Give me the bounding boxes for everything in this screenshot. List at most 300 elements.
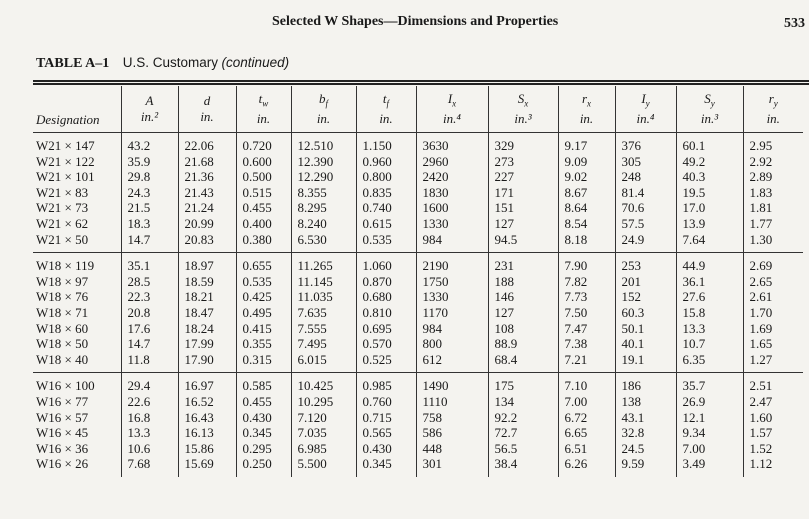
value-cell: 20.83	[178, 232, 236, 253]
value-cell: 18.3	[121, 216, 178, 232]
value-cell: 29.4	[121, 373, 178, 394]
table-row	[33, 185, 803, 201]
table-row	[33, 456, 803, 477]
value-cell: 1.77	[749, 215, 773, 231]
value-cell: 2.89	[749, 169, 773, 185]
designation-cell: W21 × 101	[33, 169, 121, 185]
column-unit: in.	[200, 109, 214, 124]
table-row	[33, 169, 803, 185]
value-cell: 0.355	[236, 336, 291, 352]
value-cell: 18.21	[178, 289, 236, 305]
column-header-tf	[356, 86, 416, 133]
value-cell: 16.43	[178, 410, 236, 426]
column-unit: in.	[256, 111, 271, 127]
value-cell: 35.1	[121, 253, 178, 274]
value-cell: 186	[615, 373, 676, 394]
value-cell: 24.5	[615, 441, 676, 457]
value-cell: 9.17	[558, 133, 615, 154]
value-cell: 14.7	[121, 232, 178, 253]
value-cell: 17.99	[178, 336, 236, 352]
value-cell: 612	[416, 352, 488, 373]
value-cell: 188	[488, 274, 558, 290]
value-cell: 0.535	[356, 232, 416, 253]
shape-group	[33, 373, 803, 477]
designation-cell: W18 × 97	[33, 274, 121, 290]
value-cell: 0.380	[236, 232, 291, 253]
column-header-sx	[488, 86, 558, 133]
value-cell: 0.565	[356, 425, 416, 441]
value-cell: 9.09	[558, 154, 615, 170]
value-cell: 1490	[416, 373, 488, 394]
column-symbol: $I_x$	[447, 90, 457, 109]
value-cell: 8.18	[558, 232, 615, 253]
column-symbol: $I_y$	[641, 90, 650, 109]
value-cell: 2.69	[743, 253, 803, 274]
value-cell: 10.6	[121, 441, 178, 457]
table-row	[33, 253, 803, 274]
value-cell: 60.1	[676, 133, 743, 154]
designation-cell: W16 × 45	[33, 425, 121, 441]
value-cell: 24.3	[121, 185, 178, 201]
value-cell: 984	[416, 232, 488, 253]
value-cell: 92.2	[488, 410, 558, 426]
value-cell: 11.265	[291, 253, 356, 274]
value-cell: 2.47	[749, 393, 773, 409]
value-cell: 9.02	[558, 169, 615, 185]
value-cell: 11.8	[121, 352, 178, 373]
table-row	[33, 394, 803, 410]
column-header-d	[178, 86, 236, 133]
value-cell: 0.680	[356, 289, 416, 305]
value-cell: 9.34	[676, 425, 743, 441]
value-cell: 7.47	[558, 321, 615, 337]
value-cell: 0.295	[236, 441, 291, 457]
table-row	[33, 336, 803, 352]
value-cell: 0.695	[356, 321, 416, 337]
value-cell: 38.4	[488, 456, 558, 477]
column-symbol: d	[203, 93, 211, 108]
value-cell: 16.13	[178, 425, 236, 441]
value-cell: 8.240	[291, 216, 356, 232]
table-row	[33, 441, 803, 457]
value-cell: 5.500	[291, 456, 356, 477]
value-cell: 10.7	[676, 336, 743, 352]
value-cell: 7.635	[291, 305, 356, 321]
value-cell: 1.83	[749, 184, 773, 200]
value-cell: 175	[488, 373, 558, 394]
value-cell: 57.5	[615, 216, 676, 232]
value-cell: 8.295	[291, 200, 356, 216]
value-cell: 17.6	[121, 321, 178, 337]
value-cell: 227	[488, 169, 558, 185]
value-cell: 231	[488, 253, 558, 274]
properties-table	[33, 86, 803, 477]
value-cell: 138	[615, 394, 676, 410]
value-cell: 0.430	[236, 410, 291, 426]
column-symbol: $S_y$	[704, 90, 715, 109]
value-cell: 18.24	[178, 321, 236, 337]
value-cell: 16.52	[178, 394, 236, 410]
value-cell: 0.455	[236, 394, 291, 410]
value-cell: 7.00	[558, 394, 615, 410]
value-cell: 2420	[416, 169, 488, 185]
column-unit: in.³	[700, 111, 719, 127]
value-cell: 0.455	[236, 200, 291, 216]
value-cell: 2.51	[743, 373, 803, 394]
designation-cell: W21 × 122	[33, 154, 121, 170]
value-cell: 60.3	[615, 305, 676, 321]
value-cell: 7.90	[558, 253, 615, 274]
value-cell: 376	[615, 133, 676, 154]
value-cell: 20.8	[121, 305, 178, 321]
header-row	[33, 86, 803, 133]
designation-cell: W18 × 50	[33, 336, 121, 352]
page-number: 533	[784, 16, 805, 31]
value-cell: 43.1	[615, 410, 676, 426]
value-cell: 151	[488, 200, 558, 216]
value-cell: 127	[488, 216, 558, 232]
value-cell: 8.64	[558, 200, 615, 216]
value-cell: 0.535	[236, 274, 291, 290]
value-cell: 171	[488, 185, 558, 201]
value-cell: 0.250	[236, 456, 291, 477]
value-cell: 1.30	[749, 231, 773, 247]
value-cell: 1.81	[749, 200, 773, 216]
value-cell: 1.12	[749, 456, 773, 472]
value-cell: 800	[416, 336, 488, 352]
designation-cell: W18 × 76	[33, 289, 121, 305]
value-cell: 22.3	[121, 289, 178, 305]
designation-cell: W18 × 119	[33, 253, 121, 274]
value-cell: 7.555	[291, 321, 356, 337]
value-cell: 152	[615, 289, 676, 305]
designation-cell: W16 × 36	[33, 441, 121, 457]
value-cell: 21.68	[178, 154, 236, 170]
value-cell: 6.65	[558, 425, 615, 441]
value-cell: 19.1	[615, 352, 676, 373]
value-cell: 2.95	[749, 138, 773, 153]
value-cell: 1.150	[356, 133, 416, 154]
value-cell: 18.97	[178, 253, 236, 274]
value-cell: 21.43	[178, 185, 236, 201]
value-cell: 1110	[416, 394, 488, 410]
value-cell: 7.120	[291, 410, 356, 426]
page-header	[0, 14, 809, 36]
value-cell: 2.61	[749, 289, 773, 305]
column-unit: in.²	[140, 109, 159, 124]
value-cell: 24.9	[615, 232, 676, 253]
column-header-ry	[743, 86, 803, 133]
table-header	[33, 86, 803, 133]
table-row	[33, 133, 803, 154]
value-cell: 16.97	[178, 373, 236, 394]
value-cell: 273	[488, 154, 558, 170]
value-cell: 27.6	[676, 289, 743, 305]
value-cell: 36.1	[676, 274, 743, 290]
value-cell: 0.425	[236, 289, 291, 305]
value-cell: 0.430	[356, 441, 416, 457]
value-cell: 20.99	[178, 216, 236, 232]
value-cell: 0.495	[236, 305, 291, 321]
value-cell: 13.3	[121, 425, 178, 441]
value-cell: 1.27	[749, 351, 773, 367]
value-cell: 14.7	[121, 336, 178, 352]
value-cell: 0.810	[356, 305, 416, 321]
value-cell: 0.600	[236, 154, 291, 170]
value-cell: 7.035	[291, 425, 356, 441]
value-cell: 28.5	[121, 274, 178, 290]
value-cell: 7.00	[676, 441, 743, 457]
value-cell: 22.06	[178, 133, 236, 154]
value-cell: 1.60	[749, 409, 773, 425]
value-cell: 1.060	[356, 253, 416, 274]
designation-cell: W16 × 57	[33, 410, 121, 426]
table-row	[33, 410, 803, 426]
designation-cell: W21 × 50	[33, 232, 121, 253]
value-cell: 11.035	[291, 289, 356, 305]
value-cell: 6.530	[291, 232, 356, 253]
value-cell: 6.015	[291, 352, 356, 373]
value-cell: 0.345	[236, 425, 291, 441]
column-symbol: Designation	[36, 112, 100, 127]
designation-cell: W21 × 62	[33, 216, 121, 232]
value-cell: 134	[488, 394, 558, 410]
value-cell: 21.5	[121, 200, 178, 216]
value-cell: 6.26	[558, 456, 615, 477]
value-cell: 0.515	[236, 185, 291, 201]
value-cell: 0.315	[236, 352, 291, 373]
value-cell: 984	[416, 321, 488, 337]
column-header-a	[121, 86, 178, 133]
column-header-bf	[291, 86, 356, 133]
value-cell: 201	[615, 274, 676, 290]
value-cell: 0.400	[236, 216, 291, 232]
value-cell: 7.10	[558, 373, 615, 394]
value-cell: 50.1	[615, 321, 676, 337]
value-cell: 88.9	[488, 336, 558, 352]
value-cell: 13.9	[676, 216, 743, 232]
value-cell: 17.0	[676, 200, 743, 216]
value-cell: 12.510	[291, 133, 356, 154]
column-header-tw	[236, 86, 291, 133]
value-cell: 32.8	[615, 425, 676, 441]
value-cell: 6.51	[558, 441, 615, 457]
value-cell: 7.50	[558, 305, 615, 321]
value-cell: 2.65	[749, 273, 773, 289]
value-cell: 19.5	[676, 185, 743, 201]
value-cell: 6.985	[291, 441, 356, 457]
value-cell: 21.24	[178, 200, 236, 216]
table-caption	[36, 55, 289, 72]
value-cell: 0.960	[356, 154, 416, 170]
value-cell: 40.1	[615, 336, 676, 352]
value-cell: 7.64	[676, 232, 743, 253]
table-row	[33, 216, 803, 232]
value-cell: 0.720	[236, 133, 291, 154]
value-cell: 1.57	[749, 425, 773, 441]
designation-cell: W16 × 77	[33, 394, 121, 410]
value-cell: 1.52	[749, 440, 773, 456]
column-unit: in.	[766, 111, 780, 127]
value-cell: 10.425	[291, 373, 356, 394]
value-cell: 0.655	[236, 253, 291, 274]
column-unit: in.	[379, 111, 393, 127]
table-row	[33, 232, 803, 253]
value-cell: 40.3	[676, 169, 743, 185]
value-cell: 18.47	[178, 305, 236, 321]
value-cell: 301	[416, 456, 488, 477]
value-cell: 253	[615, 253, 676, 274]
value-cell: 305	[615, 154, 676, 170]
column-header-designation	[33, 86, 121, 133]
value-cell: 1600	[416, 200, 488, 216]
column-header-ix	[416, 86, 488, 133]
value-cell: 94.5	[488, 232, 558, 253]
value-cell: 3.49	[676, 456, 743, 477]
value-cell: 13.3	[676, 321, 743, 337]
value-cell: 758	[416, 410, 488, 426]
page-title: Selected W Shapes—Dimensions and Properties	[272, 14, 559, 29]
column-header-rx	[558, 86, 615, 133]
value-cell: 7.73	[558, 289, 615, 305]
designation-cell: W21 × 73	[33, 200, 121, 216]
value-cell: 1330	[416, 289, 488, 305]
column-unit: in.³	[514, 111, 532, 127]
value-cell: 8.54	[558, 216, 615, 232]
value-cell: 1830	[416, 185, 488, 201]
shape-group	[33, 133, 803, 253]
value-cell: 1.70	[749, 304, 773, 320]
value-cell: 16.8	[121, 410, 178, 426]
value-cell: 448	[416, 441, 488, 457]
table-row	[33, 425, 803, 441]
value-cell: 7.68	[121, 456, 178, 477]
value-cell: 11.145	[291, 274, 356, 290]
value-cell: 0.800	[356, 169, 416, 185]
value-cell: 1.65	[749, 336, 773, 352]
shape-group	[33, 253, 803, 373]
table-row	[33, 289, 803, 305]
value-cell: 7.21	[558, 352, 615, 373]
table-label: TABLE A–1	[36, 56, 110, 71]
value-cell: 2190	[416, 253, 488, 274]
value-cell: 0.615	[356, 216, 416, 232]
value-cell: 3630	[416, 133, 488, 154]
value-cell: 0.415	[236, 321, 291, 337]
value-cell: 10.295	[291, 394, 356, 410]
value-cell: 1170	[416, 305, 488, 321]
value-cell: 44.9	[676, 253, 743, 274]
value-cell: 0.585	[236, 373, 291, 394]
column-unit: in.	[316, 111, 331, 127]
table-row	[33, 200, 803, 216]
value-cell: 72.7	[488, 425, 558, 441]
value-cell: 81.4	[615, 185, 676, 201]
column-header-iy	[615, 86, 676, 133]
table-row	[33, 352, 803, 373]
value-cell: 6.35	[676, 352, 743, 373]
column-symbol: $t_f$	[382, 90, 390, 109]
value-cell: 12.290	[291, 169, 356, 185]
value-cell: 68.4	[488, 352, 558, 373]
value-cell: 17.90	[178, 352, 236, 373]
value-cell: 1330	[416, 216, 488, 232]
value-cell: 43.2	[121, 133, 178, 154]
value-cell: 248	[615, 169, 676, 185]
value-cell: 21.36	[178, 169, 236, 185]
value-cell: 108	[488, 321, 558, 337]
column-header-sy	[676, 86, 743, 133]
value-cell: 0.760	[356, 394, 416, 410]
value-cell: 7.495	[291, 336, 356, 352]
value-cell: 35.7	[676, 373, 743, 394]
table-row	[33, 305, 803, 321]
value-cell: 56.5	[488, 441, 558, 457]
designation-cell: W18 × 60	[33, 321, 121, 337]
table-row	[33, 274, 803, 290]
value-cell: 146	[488, 289, 558, 305]
table-top-rule-double	[33, 83, 809, 85]
value-cell: 18.59	[178, 274, 236, 290]
value-cell: 0.345	[356, 456, 416, 477]
value-cell: 9.59	[615, 456, 676, 477]
value-cell: 0.985	[356, 373, 416, 394]
value-cell: 12.390	[291, 154, 356, 170]
value-cell: 15.69	[178, 456, 236, 477]
column-symbol: $r_y$	[768, 90, 778, 109]
designation-cell: W21 × 147	[33, 133, 121, 154]
table-row	[33, 373, 803, 394]
column-unit: in.⁴	[443, 111, 461, 127]
value-cell: 0.570	[356, 336, 416, 352]
value-cell: 35.9	[121, 154, 178, 170]
column-unit: in.	[579, 111, 594, 127]
value-cell: 2960	[416, 154, 488, 170]
designation-cell: W21 × 83	[33, 185, 121, 201]
value-cell: 586	[416, 425, 488, 441]
column-symbol: $t_w$	[258, 90, 269, 109]
table-row	[33, 154, 803, 170]
value-cell: 1750	[416, 274, 488, 290]
value-cell: 49.2	[676, 154, 743, 170]
value-cell: 7.82	[558, 274, 615, 290]
value-cell: 22.6	[121, 394, 178, 410]
column-symbol: $r_x$	[581, 90, 592, 109]
table-continued-note: (continued)	[221, 55, 290, 70]
value-cell: 0.525	[356, 352, 416, 373]
table-row	[33, 321, 803, 337]
column-symbol: $b_f$	[318, 90, 328, 109]
designation-cell: W16 × 100	[33, 373, 121, 394]
column-symbol: $S_x$	[517, 90, 529, 109]
value-cell: 329	[488, 133, 558, 154]
value-cell: 15.86	[178, 441, 236, 457]
value-cell: 0.740	[356, 200, 416, 216]
value-cell: 8.67	[558, 185, 615, 201]
designation-cell: W16 × 26	[33, 456, 121, 477]
value-cell: 0.835	[356, 185, 416, 201]
value-cell: 127	[488, 305, 558, 321]
value-cell: 2.92	[749, 153, 773, 169]
value-cell: 7.38	[558, 336, 615, 352]
value-cell: 29.8	[121, 169, 178, 185]
value-cell: 70.6	[615, 200, 676, 216]
value-cell: 6.72	[558, 410, 615, 426]
value-cell: 15.8	[676, 305, 743, 321]
value-cell: 0.870	[356, 274, 416, 290]
value-cell: 0.500	[236, 169, 291, 185]
table-unit-system: U.S. Customary	[122, 55, 219, 70]
